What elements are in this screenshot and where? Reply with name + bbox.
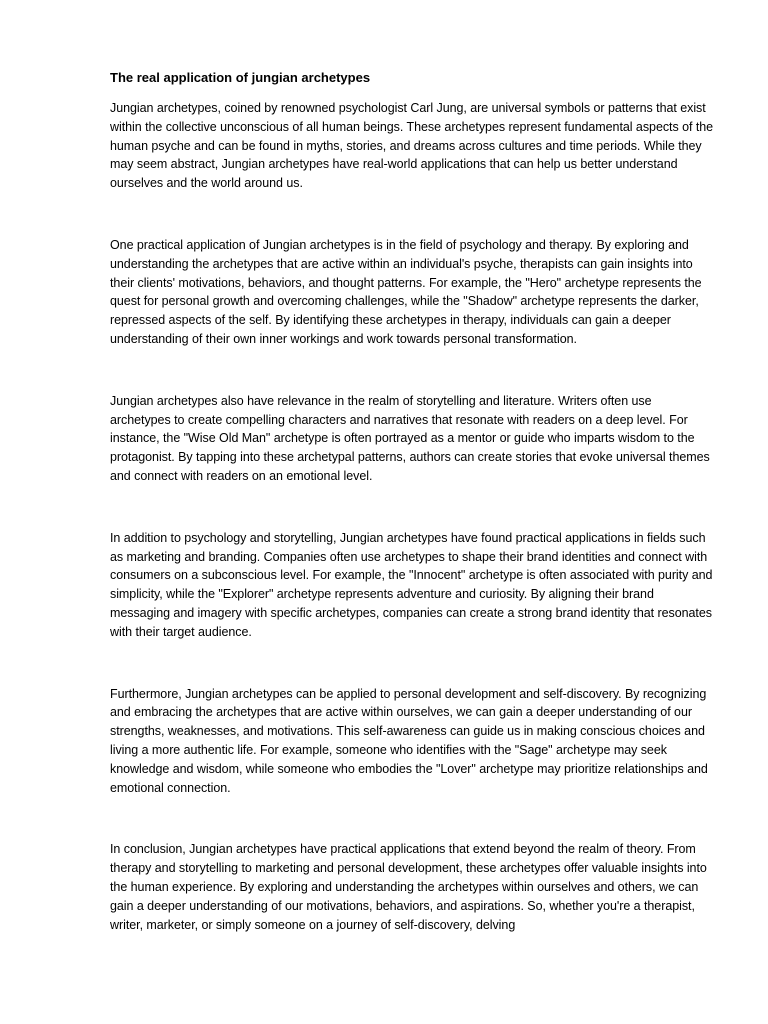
- paragraph-marketing: In addition to psychology and storytelling, Jungian archetypes have found practical applications in fields such as marketing and branding. Companies often use archetypes to shape their brand identities and connect with consumers on a subconscious level. For example, the "Innocent" archetype is often associated with purity and simplicity, while the "Explorer" archetype represents adventure and curiosity. By aligning their brand messaging and imagery with specific archetypes, companies can create a strong brand identity that resonates with their target audience.: [110, 530, 713, 639]
- paragraph-psychology: One practical application of Jungian archetypes is in the field of psychology and therapy. By exploring and understanding the archetypes that are active within an individual's psyche, therapists can gain insights into their clients' motivations, behaviors, and thought patterns. For example, the "Hero" archetype represents the quest for personal growth and overcoming challenges, while the "Shadow" archetype represents the darker, repressed aspects of the self. By identifying these archetypes in therapy, individuals can gain a deeper understanding of their own inner workings and work towards personal transformation.: [110, 237, 702, 346]
- document-body: [110, 68, 714, 934]
- document-title: The real application of jungian archetypes: [110, 70, 371, 85]
- paragraph-personal-development: Furthermore, Jungian archetypes can be applied to personal development and self-discovery. By recognizing and embracing the archetypes that are active within ourselves, we can gain a deeper understanding of our strengths, weaknesses, and motivations. This self-awareness can guide us in making conscious choices and living a more authentic life. For example, someone who identifies with the "Sage" archetype may seek knowledge and wisdom, while someone who embodies the "Lover" archetype may prioritize relationships and emotional connection.: [110, 686, 708, 795]
- paragraph-intro: Jungian archetypes, coined by renowned psychologist Carl Jung, are universal symbols or patterns that exist within the collective unconscious of all human beings. These archetypes represent fundamental aspects of the human psyche and can be found in myths, stories, and dreams across cultures and time periods. While they may seem abstract, Jungian archetypes have real-world applications that can help us better understand ourselves and the world around us.: [110, 101, 714, 191]
- paragraph-conclusion: In conclusion, Jungian archetypes have practical applications that extend beyond the realm of theory. From therapy and storytelling to marketing and personal development, these archetypes offer valuable insights into the human experience. By exploring and understanding the archetypes within ourselves and others, we can gain a deeper understanding of our motivations, behaviors, and aspirations. So, whether you're a therapist, writer, marketer, or simply someone on a journey of self-discovery, delving: [110, 842, 707, 932]
- paragraph-storytelling: Jungian archetypes also have relevance in the realm of storytelling and literature. Writers often use archetypes to create compelling characters and narratives that resonate with readers on a deep level. For instance, the "Wise Old Man" archetype is often portrayed as a mentor or guide who imparts wisdom to the protagonist. By tapping into these archetypal patterns, authors can create stories that evoke universal themes and connect with readers on an emotional level.: [110, 393, 710, 483]
